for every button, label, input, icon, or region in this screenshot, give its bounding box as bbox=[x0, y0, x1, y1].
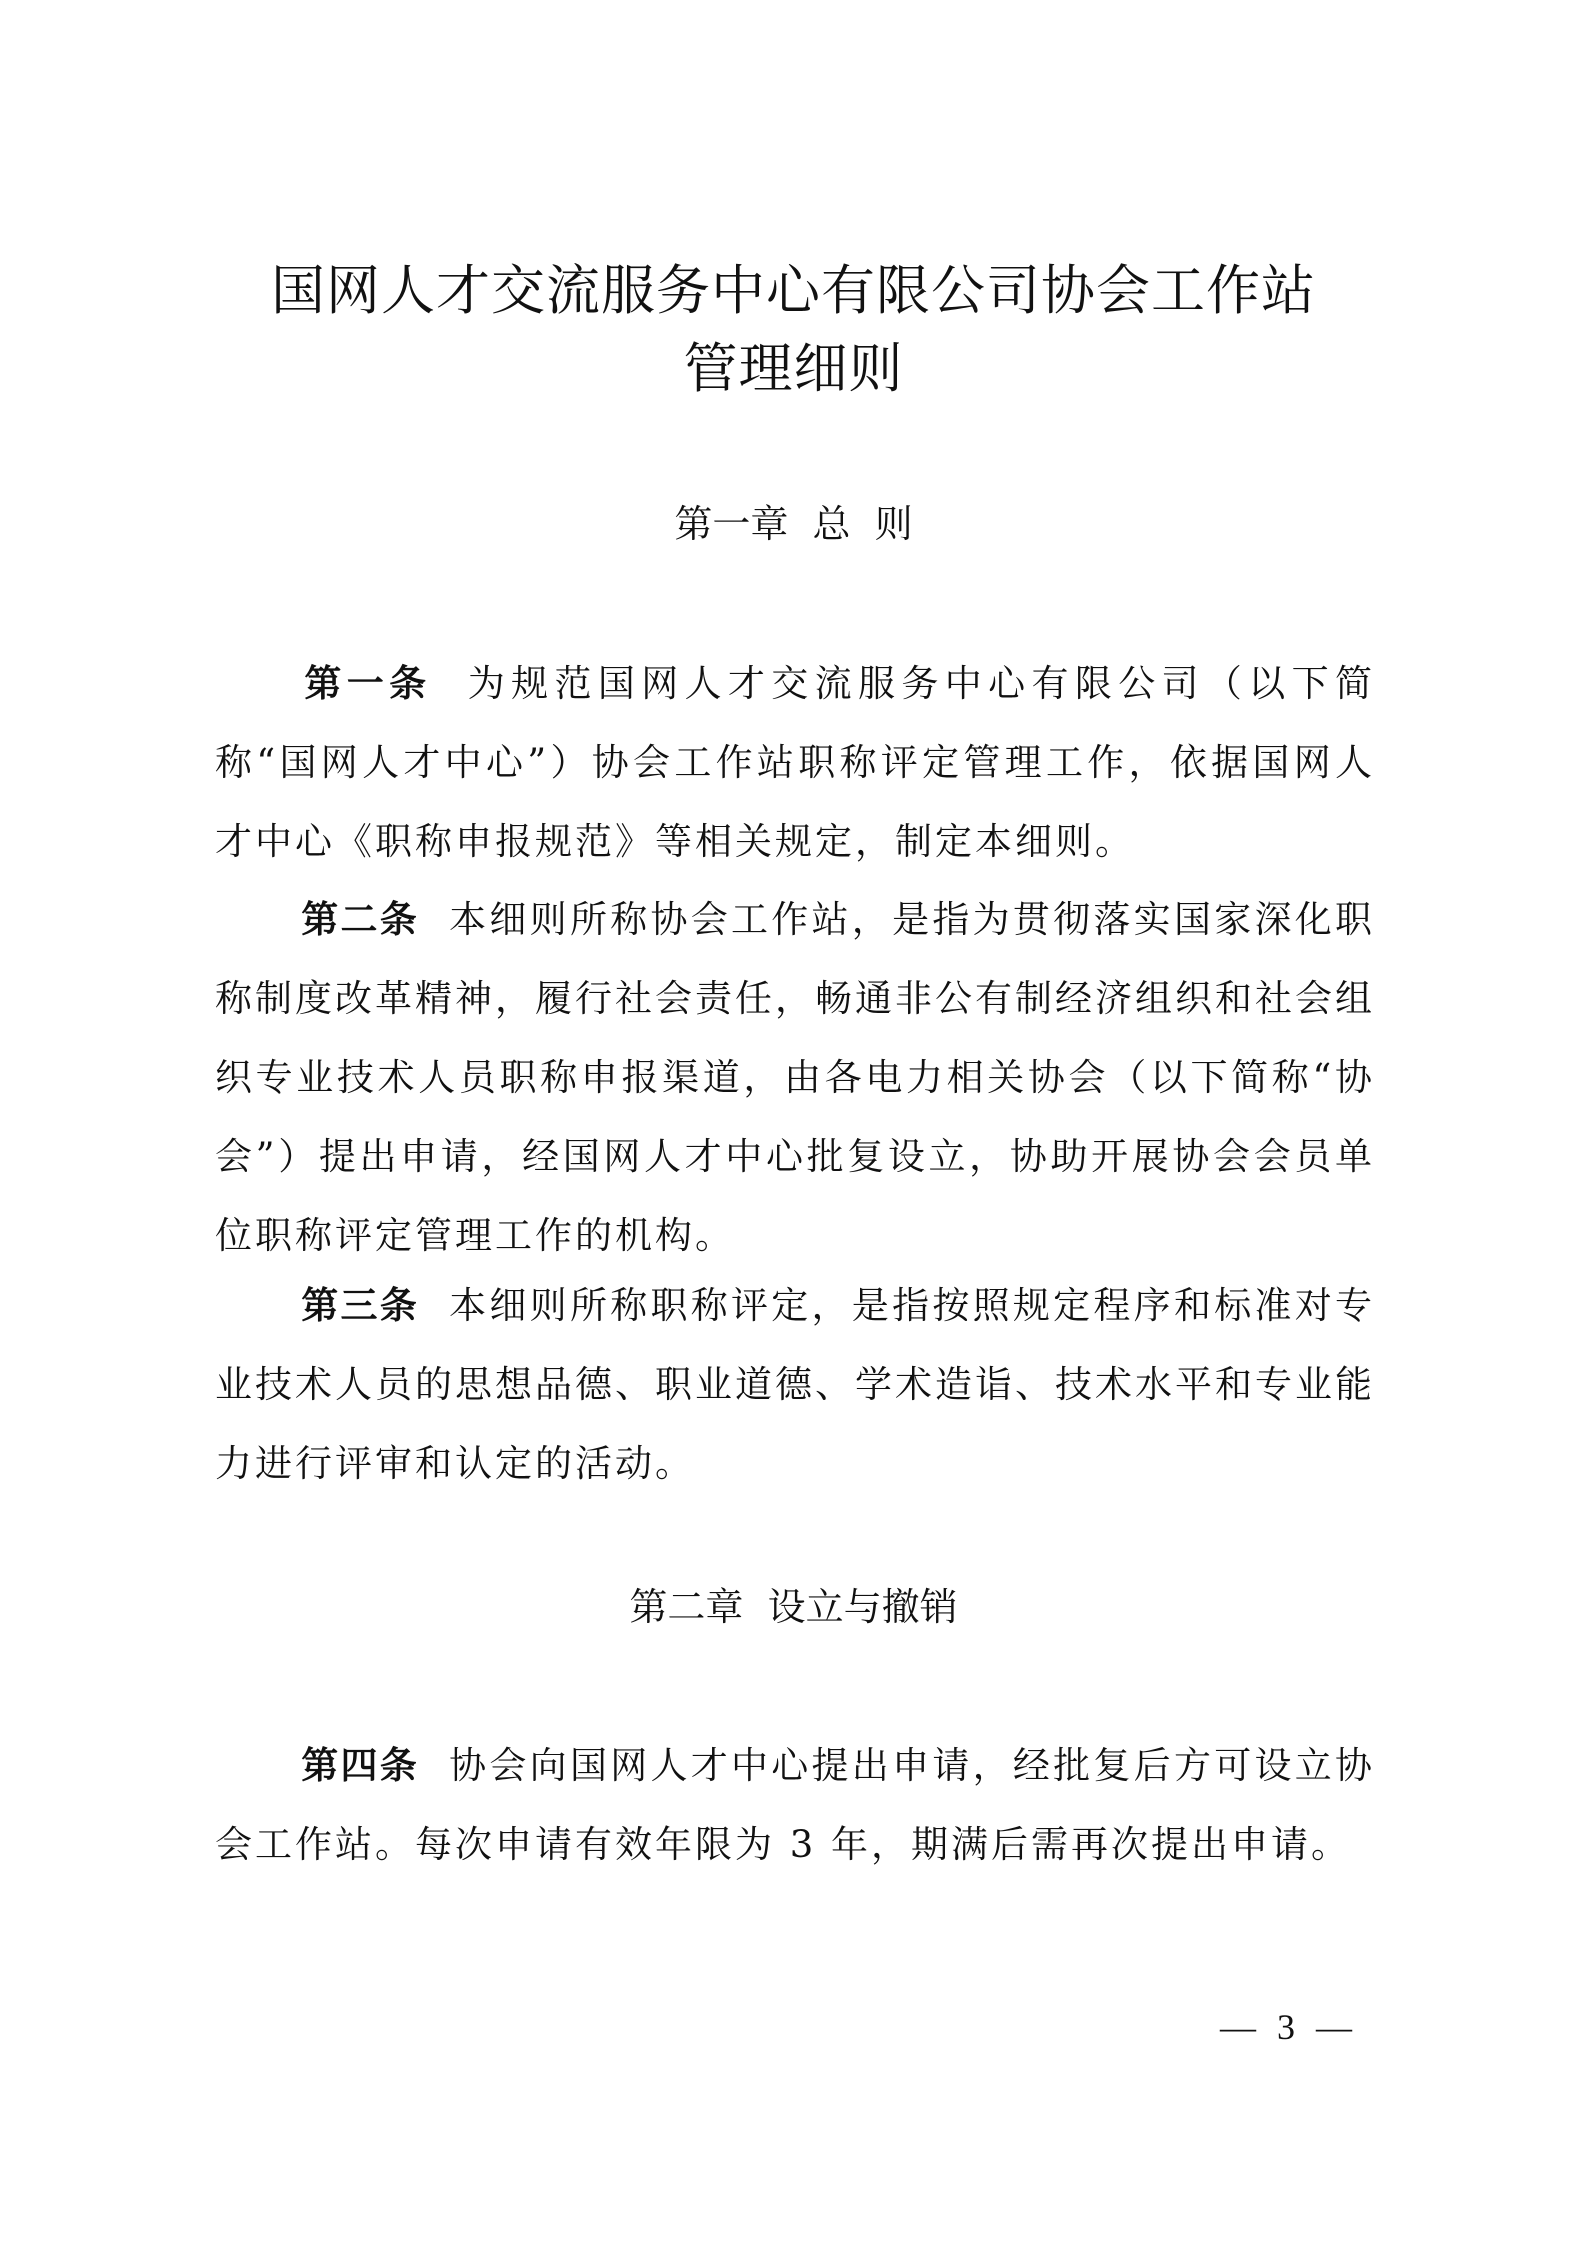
article-1-lead: 第一条 bbox=[301, 662, 432, 705]
article-3-lead: 第三条 bbox=[301, 1284, 420, 1327]
document-title-line-2: 管理细则 bbox=[683, 337, 904, 400]
article-4-lead: 第四条 bbox=[301, 1744, 420, 1787]
article-2-text: 本细则所称协会工作站，是指为贯彻落实国家深化职称制度改革精神，履行社会责任，畅通非公有制经济组织和社会组织专业技术人员职称申报渠道，由各电力相关协会（以下简称“协会”）提出申请，经国网人才中心批复设立，协助开展协会会员单位职称评定管理工作的机构。 bbox=[215, 898, 1376, 1257]
chapter-heading-1: 第一章 总 则 bbox=[674, 502, 913, 546]
article-4 bbox=[215, 1726, 1375, 1884]
article-1 bbox=[215, 644, 1375, 881]
article-3 bbox=[215, 1266, 1375, 1503]
document-title-line-1: 国网人才交流服务中心有限公司协会工作站 bbox=[271, 259, 1316, 322]
page-number: — 3 — bbox=[1220, 2007, 1358, 2047]
article-1-text: 为规范国网人才交流服务中心有限公司（以下简称“国网人才中心”）协会工作站职称评定管理工作，依据国网人才中心《职称申报规范》等相关规定，制定本细则。 bbox=[215, 662, 1376, 863]
chapter-heading-2: 第二章 设立与撤销 bbox=[629, 1585, 958, 1629]
article-4-text: 协会向国网人才中心提出申请，经批复后方可设立协会工作站。每次申请有效年限为 3 年，期满后需再次提出申请。 bbox=[215, 1744, 1376, 1866]
article-2-lead: 第二条 bbox=[301, 898, 420, 941]
article-3-text: 本细则所称职称评定，是指按照规定程序和标准对专业技术人员的思想品德、职业道德、学术造诣、技术水平和专业能力进行评审和认定的活动。 bbox=[215, 1284, 1376, 1485]
article-2 bbox=[215, 880, 1375, 1275]
